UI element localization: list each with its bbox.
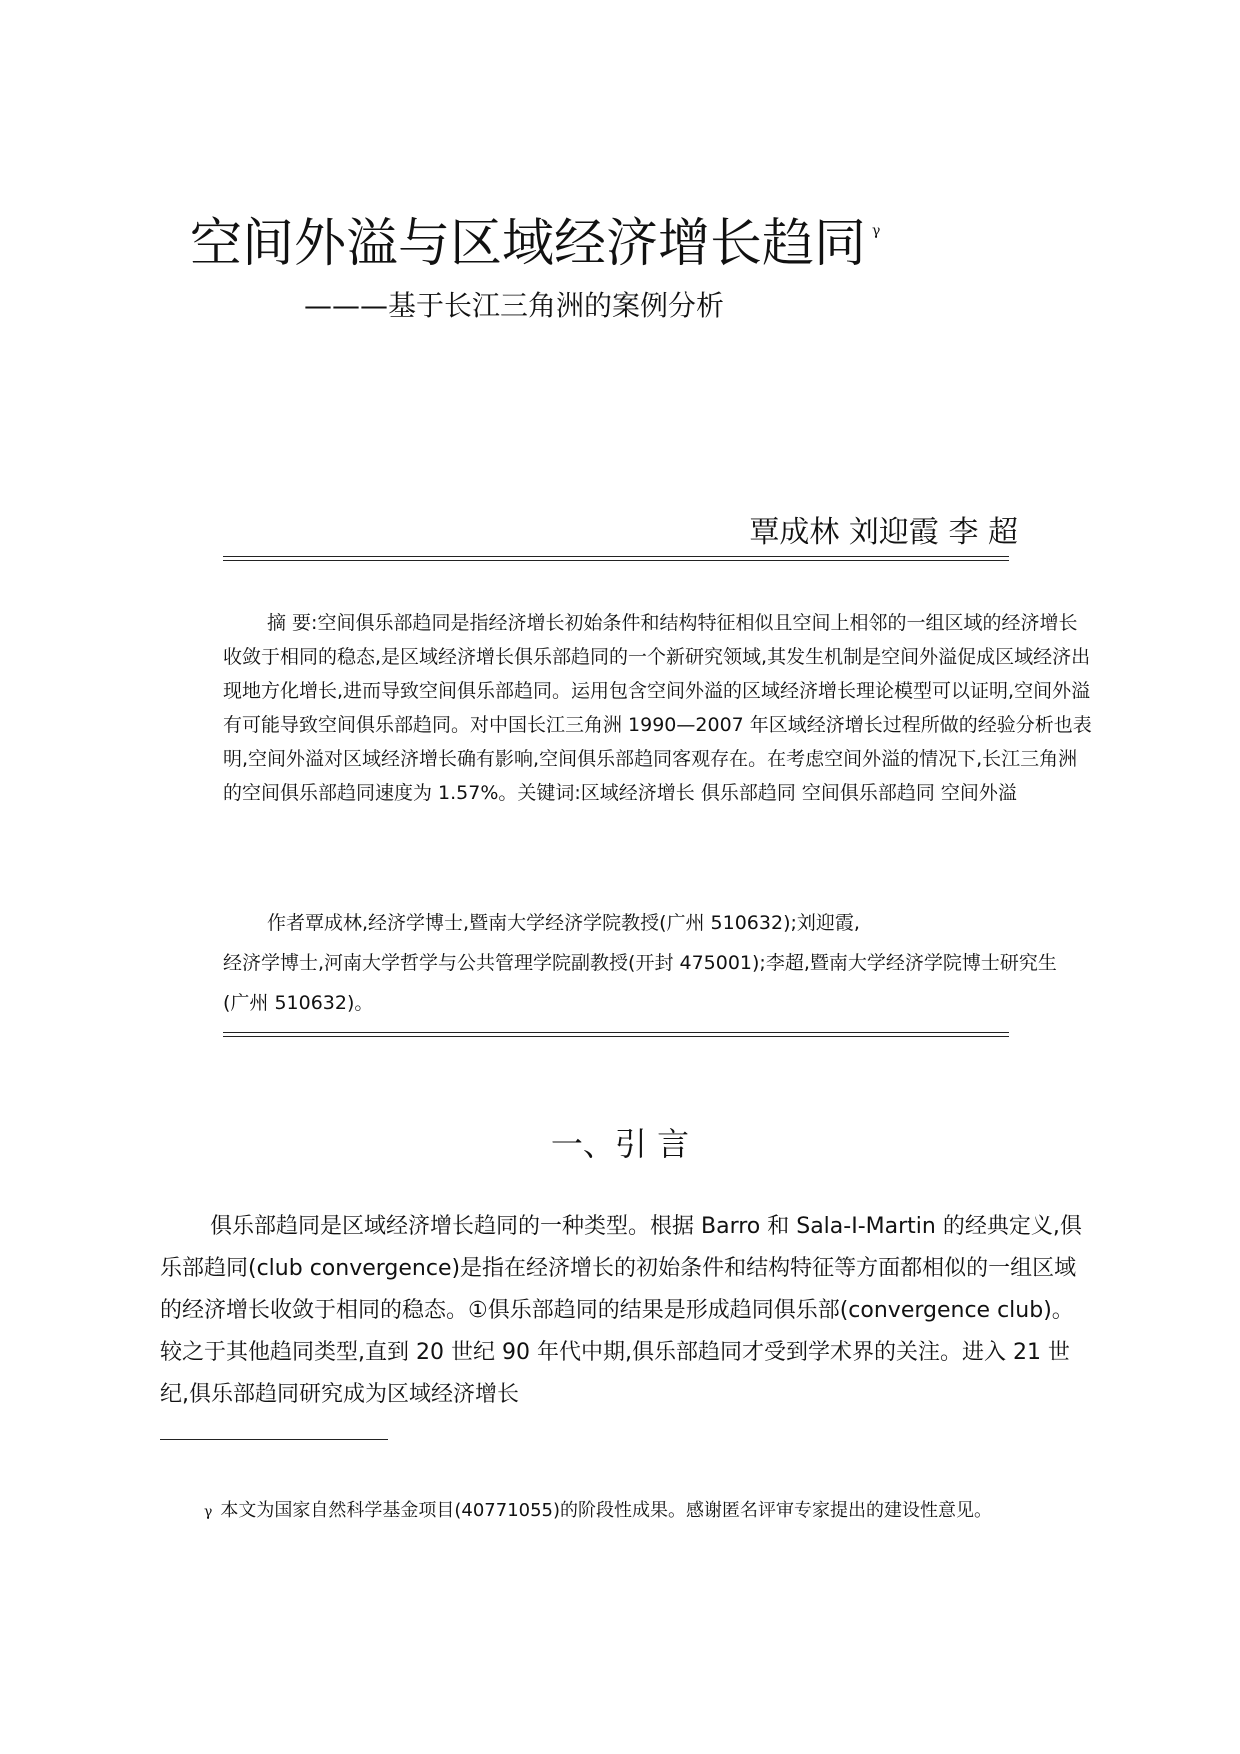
title-text: 空间外溢与区域经济增长趋同 (190, 214, 867, 274)
footnote (204, 1502, 992, 1520)
author-info-line-3: (广州 510632)。 (223, 992, 374, 1014)
footnote-text: 本文为国家自然科学基金项目(40771055)的阶段性成果。感谢匿名评审专家提出的建设性意见。 (220, 1500, 993, 1521)
title-footnote-mark: γ (872, 223, 881, 239)
page-subtitle: ———基于长江三角洲的案例分析 (304, 289, 725, 322)
author-info-line-2: 经济学博士,河南大学哲学与公共管理学院副教授(开封 475001);李超,暨南大学经济学院博士研究生 (223, 952, 1057, 974)
author-info-line-1: 作者覃成林,经济学博士,暨南大学经济学院教授(广州 510632);刘迎霞, (267, 912, 860, 934)
author-info (223, 903, 1093, 1023)
page-title (190, 214, 881, 274)
introduction-paragraph: 俱乐部趋同是区域经济增长趋同的一种类型。根据 Barro 和 Sala-I-Martin 的经典定义,俱乐部趋同(club convergence)是指在经济增长的初始条件和结构特征等方面都相似的一组区域的经济增长收敛于相同的稳态。①俱乐部趋同的结果是形成趋同俱乐部(convergence club)。较之于其他趋同类型,直到 20 世纪 90 年代中期,俱乐部趋同才受到学术界的关注。进入 21 世纪,俱乐部趋同研究成为区域经济增长 (160, 1214, 1082, 1407)
abstract-text: 摘 要:空间俱乐部趋同是指经济增长初始条件和结构特征相似且空间上相邻的一组区域的经济增长收敛于相同的稳态,是区域经济增长俱乐部趋同的一个新研究领域,其发生机制是空间外溢促成区域经济出现地方化增长,进而导致空间俱乐部趋同。运用包含空间外溢的区域经济增长理论模型可以证明,空间外溢有可能导致空间俱乐部趋同。对中国长江三角洲 1990—2007 年区域经济增长过程所做的经验分析也表明,空间外溢对区域经济增长确有影响,空间俱乐部趋同客观存在。在考虑空间外溢的情况下,长江三角洲的空间俱乐部趋同速度为 1.57%。关键词:区域经济增长 俱乐部趋同 空间俱乐部趋同 空间外溢 (223, 612, 1092, 804)
footnote-mark: γ (204, 1504, 213, 1520)
footnote-separator (160, 1439, 388, 1440)
abstract-top-rule (223, 556, 1009, 561)
abstract-bottom-rule (223, 1032, 1009, 1037)
section-heading-introduction: 一、引 言 (550, 1125, 690, 1163)
author-list: 覃成林 刘迎霞 李 超 (749, 515, 1018, 550)
